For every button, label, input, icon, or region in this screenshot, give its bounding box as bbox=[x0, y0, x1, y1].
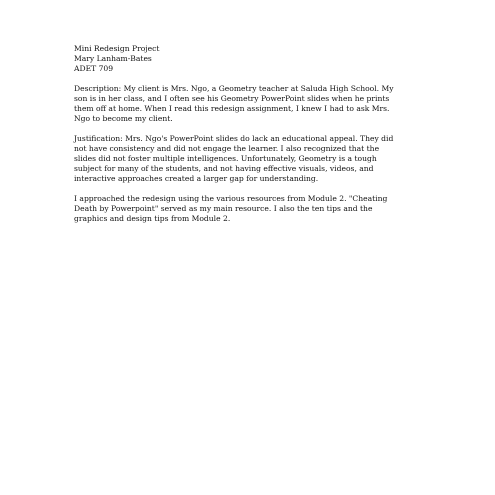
text-line: Justification: Mrs. Ngo's PowerPoint slides do lack an educational appeal. They did bbox=[74, 134, 394, 143]
text-line: not have consistency and did not engage the learner. I also recognized that the bbox=[74, 144, 380, 153]
document-body bbox=[74, 44, 426, 224]
text-line: son is in her class, and I often see his Geometry PowerPoint slides when he prints bbox=[74, 94, 390, 103]
text-line: Death by Powerpoint" served as my main resource. I also the ten tips and the bbox=[74, 204, 373, 213]
text-line: them off at home. When I read this redesign assignment, I knew I had to ask Mrs. bbox=[74, 104, 390, 113]
text-line: subject for many of the students, and not having effective visuals, videos, and bbox=[74, 164, 374, 173]
approach-paragraph bbox=[74, 194, 426, 224]
document-header bbox=[74, 44, 426, 74]
justification-paragraph bbox=[74, 134, 426, 184]
text-line: I approached the redesign using the various resources from Module 2. "Cheating bbox=[74, 194, 388, 203]
author-name: Mary Lanham-Bates bbox=[74, 54, 152, 63]
text-line: Ngo to become my client. bbox=[74, 114, 173, 123]
text-line: graphics and design tips from Module 2. bbox=[74, 214, 231, 223]
project-title: Mini Redesign Project bbox=[74, 44, 160, 53]
description-paragraph bbox=[74, 84, 426, 124]
course-code: ADET 709 bbox=[74, 64, 114, 73]
text-line: Description: My client is Mrs. Ngo, a Geometry teacher at Saluda High School. My bbox=[74, 84, 394, 93]
text-line: interactive approaches created a larger gap for understanding. bbox=[74, 174, 319, 183]
text-line: slides did not foster multiple intelligences. Unfortunately, Geometry is a tough bbox=[74, 154, 377, 163]
